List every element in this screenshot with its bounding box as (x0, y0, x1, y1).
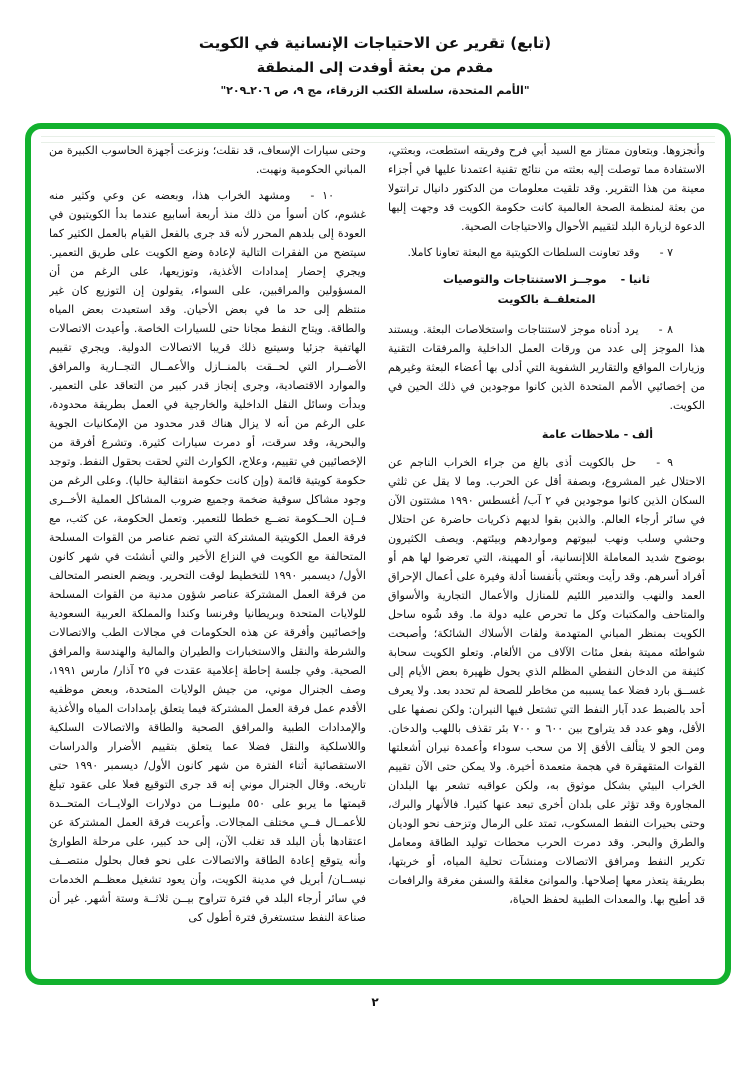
paragraph-9-text: حل بالكويت أذى بالغ من جراء الخراب الناجم عن الاحتلال غير المشروع، وبصفة أقل عن الحرب. وما لا يقل عن ثلثي السكان الذين كانوا موجودين في ٢ آب/ أغسطس ١٩٩٠ مشتتون الآن في سائر أرجاء العالم. والذين بقوا لديهم ذكريات حاضرة عن احتلال وحشي وسلب ونهب لبيوتهم ومواردهم وبيئتهم. ويصف الكثيرون بوضوح شديد المعاملة اللاإنسانية، أو المهينة، التي تعرضوا لها هم أو أفراد أسرهم. وقد رأيت وبعثتي بأنفسنا أدلة وفيرة على أعمال الإحراق العمد والنهب والتدمير اللئيم للمنازل والأعمال التجارية والأسواق والمتاحف والمكتبات وكل ما تحرص عليه دولة ما. وقد شُوه ساحل الكويت بمنظر المباني المتهدمة ولفات الأسلاك الشائكة؛ وأصبحت شواطئه مميتة بفعل مئات الآلاف من الألغام. وتعلو الكويت سحابة كثيفة من الدخان النفطي المظلم الذي يحول ظهيرة بعض الأيام إلى غســق بارد فضلا عما يسببه من مخاطر للصحة لم تحدد بعد. ولا يعرف أحد بالضبط عدد آبار النفط التي تشتعل فيها النيران: ولكن نصفها على الأقل، وهو عدد قد يتراوح بين ٦٠٠ و ٧٠٠ بئر تقذف باللهب والدخان. ومن الجو لا يتألف الأفق إلا من سحب سوداء وأعمدة نيران أشعلتها القوات المتقهقرة في هجمة متعمدة أخيرة. ولا يمكن حتى الآن تقييم الخراب البيئي بشكل موثوق به، ولكن عواقبه تشعر بها البلدان المجاورة وقد تؤثر على بلدان أخرى تبعد عنها كثيرا. فالأنهار والبرك، وحتى بحيرات النفط المسكوب، تمتد على الرمال وتزحف نحو الوديان والطرق والبحر. وقد دمرت الحرب محطات توليد الطاقة ومعامل تكرير النفط ومرافق الاتصالات ومنشآت تحلية المياه، أو خربتها، بطريقة يتعذر معها إصلاحها. والموانئ مغلقة والسفن مغرقة والرافعات قد أطيح بها. والمعدات الطبية لحفظ الحياة، (388, 456, 705, 906)
section-heading-second (388, 270, 705, 310)
paragraph-8-text: يرد أدناه موجز لاستنتاجات واستخلاصات البعثة. ويستند هذا الموجز إلى عدد من ورقات العمل الداخلية والمرفقات التقنية وزيارات المواقع والتقارير الشفوية التي أدلى بها أعضاء البعثة وغيرهم من إخصائيي الأمم المتحدة الذين كانوا موجودين في ذلك الحين في الكويت. (388, 323, 705, 412)
green-border-box (25, 123, 731, 985)
section-heading-line2: المتعلقــة بالكويت (497, 293, 596, 306)
paragraph-8-number: ٨ - (658, 323, 673, 336)
source-citation: "الأمم المتحدة، سلسلة الكتب الزرقاء، مج ٩، ص ٢٠٦ـ٢٠٩" (220, 84, 530, 97)
paragraph-9-number: ٩ - (656, 456, 673, 469)
section-heading-line1 (388, 270, 705, 290)
subsection-heading-alef: ألف - ملاحظات عامة (541, 428, 653, 441)
page-number: ٢ (371, 995, 379, 1009)
paragraph-10-text: ومشهد الخراب هذا، وبعضه عن وعي وكثير منه غشوم، كان أسوأ من ذلك منذ أربعة أسابيع عندما بدأ الكويتيون في العودة إلى بلدهم المحرر لأنه قد جرى بالفعل القيام بالعمل الكثير كما سيتضح من الفقرات التالية لإعادة وضع الكويت على طريق التعمير. ويجري إحضار إمدادات الأغذية، وتوزيعها، على الرغم من أن المسؤولين والمراقبين، على السواء، يقولون إن التوزيع كان غير منتظم إلى حد ما في بعض الأحيان. وقد استعيدت بعض المياه والطاقة. ويتاح النفط مجانا حتى للسيارات الخاصة. وأعيدت الاتصالات الهاتفية جزئيا وسيتبع ذلك قريبا الاتصالات الدولية. ويجري تقييم الأضــرار التي لحــقت بالمنــازل والأعمــال التجــارية والمرافق والموارد الاقتصادية، وجرى إنجاز قدر كبير من التعاقد على التعمير. وبدأت وسائل النقل الداخلية والخارجية في العمل بطريقة محدودة، على الرغم من أنه لا يزال هناك قدر محدود من الإمكانيات الجوية والبحرية، وقد سرقت، أو دمرت سيارات كثيرة. وتشرع أفرقة من الإخصائيين في تقييم، وعلاج، الكوارث التي لحقت بحقول النفط. وتوجد حكومة كويتية قائمة (وإن كانت حكومة انتقالية حاليا). وعلى الرغم من وجود مشاكل سوقية ضخمة وجميع ضروب المشاكل العملية الأخــرى فــإن الحــكومة تضــع خططا للتعمير. وتعمل الحكومة، عن كثب، مع فرقة العمل الكويتية المشتركة التي تضم عناصر من القوات المسلحة المتحالفة مع الكويت في النزاع الأخير والتي أنشئت في شهر كانون الأول/ ديسمبر ١٩٩٠ للتخطيط لوقت التحرير. ويضم العنصر المتحالف من فرقة العمل المشتركة عناصر شؤون مدنية من القوات المسلحة للولايات المتحدة وبريطانيا وفرنسا وكندا والمملكة العربية السعودية وإخصائيين وأفرقة عن هذه الحكومات في مجالات الطب والاتصالات والشرطة والنقل والاستخبارات والطيران والمالية والهندسة والمرافق الصحية. وفي جلسة إحاطة إعلامية عقدت في ٢٥ آذار/ مارس ١٩٩١، وصف الجنرال موني، من جيش الولايات المتحدة، وبعض موظفيه الأقدم عمل فرقة العمل المشتركة فيما يتعلق بإمدادات المياه والأغذية والإمدادات الطبية والمرافق الصحية والطاقة والاتصالات السلكية واللاسلكية والنقل فضلا عما يتعلق بتقييم الأضرار والدراسات الاستقصائية أثناء الفترة من شهر كانون الأول/ ديسمبر ١٩٩٠ حتى تاريخه. وقال الجنرال موني إنه قد جرى التوقيع فعلا على عقود تبلغ قيمتها ما يربو على ٥٥٠ مليونــا من دولارات الولايــات المتحــدة للأعمــال فــي مختلف المجالات. وأعربت فرقة العمل المشتركة عن اعتقادها بأن البلد قد تغلب الآن، إلى حد كبير، على مرحلة الطوارئ وأنه يتوقع إعادة الطاقة والاتصالات على نحو فعال بحلول منتصــف نيســان/ أبريل في مدينة الكويت، وأن يعود تشغيل معظــم الخدمات في سائر أرجاء البلد في فترة تتراوح بيــن ثلاثــة وستة أشهر. غير أن صناعة النفط ستستغرق فترة أطول كى (49, 189, 366, 924)
scan-artifact-line (41, 142, 715, 143)
paragraph-7-number: ٧ - (659, 246, 673, 259)
paragraph-continuation-right: وأنجزوها. وبتعاون ممتاز مع السيد أبي فرح وفريقه استطعت، وبعثتي، الاستفادة مما توصلت إليه بعثته من نتائج تقنية اعتمدنا عليها في أجزاء معينة من هذا التقرير. وقد تلقيت معلومات من الدكتور دانيال ترانتولا من بعثة لمنظمة الصحة العالمية كانت حكومة الكويت قد وجهت إليها الدعوة لزيارة البلد لتقييم الأحوال والاحتياجات الصحية. (388, 144, 705, 233)
paragraph-7 (388, 243, 705, 262)
document-header (0, 30, 750, 101)
paragraph-9 (388, 453, 705, 909)
paragraph-10 (49, 186, 366, 927)
column-left (49, 141, 366, 969)
report-title: (تابع) تقرير عن الاحتياجات الإنسانية في الكويت (198, 34, 552, 52)
report-subtitle: مقدم من بعثة أوفدت إلى المنطقة (256, 60, 494, 76)
paragraph-8 (388, 320, 705, 415)
section-heading-label: ثانيا - (620, 273, 650, 286)
paragraph-continuation-left: وحتى سيارات الإسعاف، قد نقلت؛ ونزعت أجهزة الحاسوب الكبيرة من المباني الحكومية ونهبت. (49, 144, 366, 176)
section-heading-title: موجــز الاستنتاجات والتوصيات (443, 273, 607, 286)
two-column-text (49, 141, 705, 969)
paragraph-10-number: ١٠ - (310, 189, 334, 202)
scan-artifact-line (41, 136, 715, 137)
column-right (388, 141, 705, 969)
paragraph-7-text: وقد تعاونت السلطات الكويتية مع البعثة تعاونا كاملا. (407, 246, 640, 259)
